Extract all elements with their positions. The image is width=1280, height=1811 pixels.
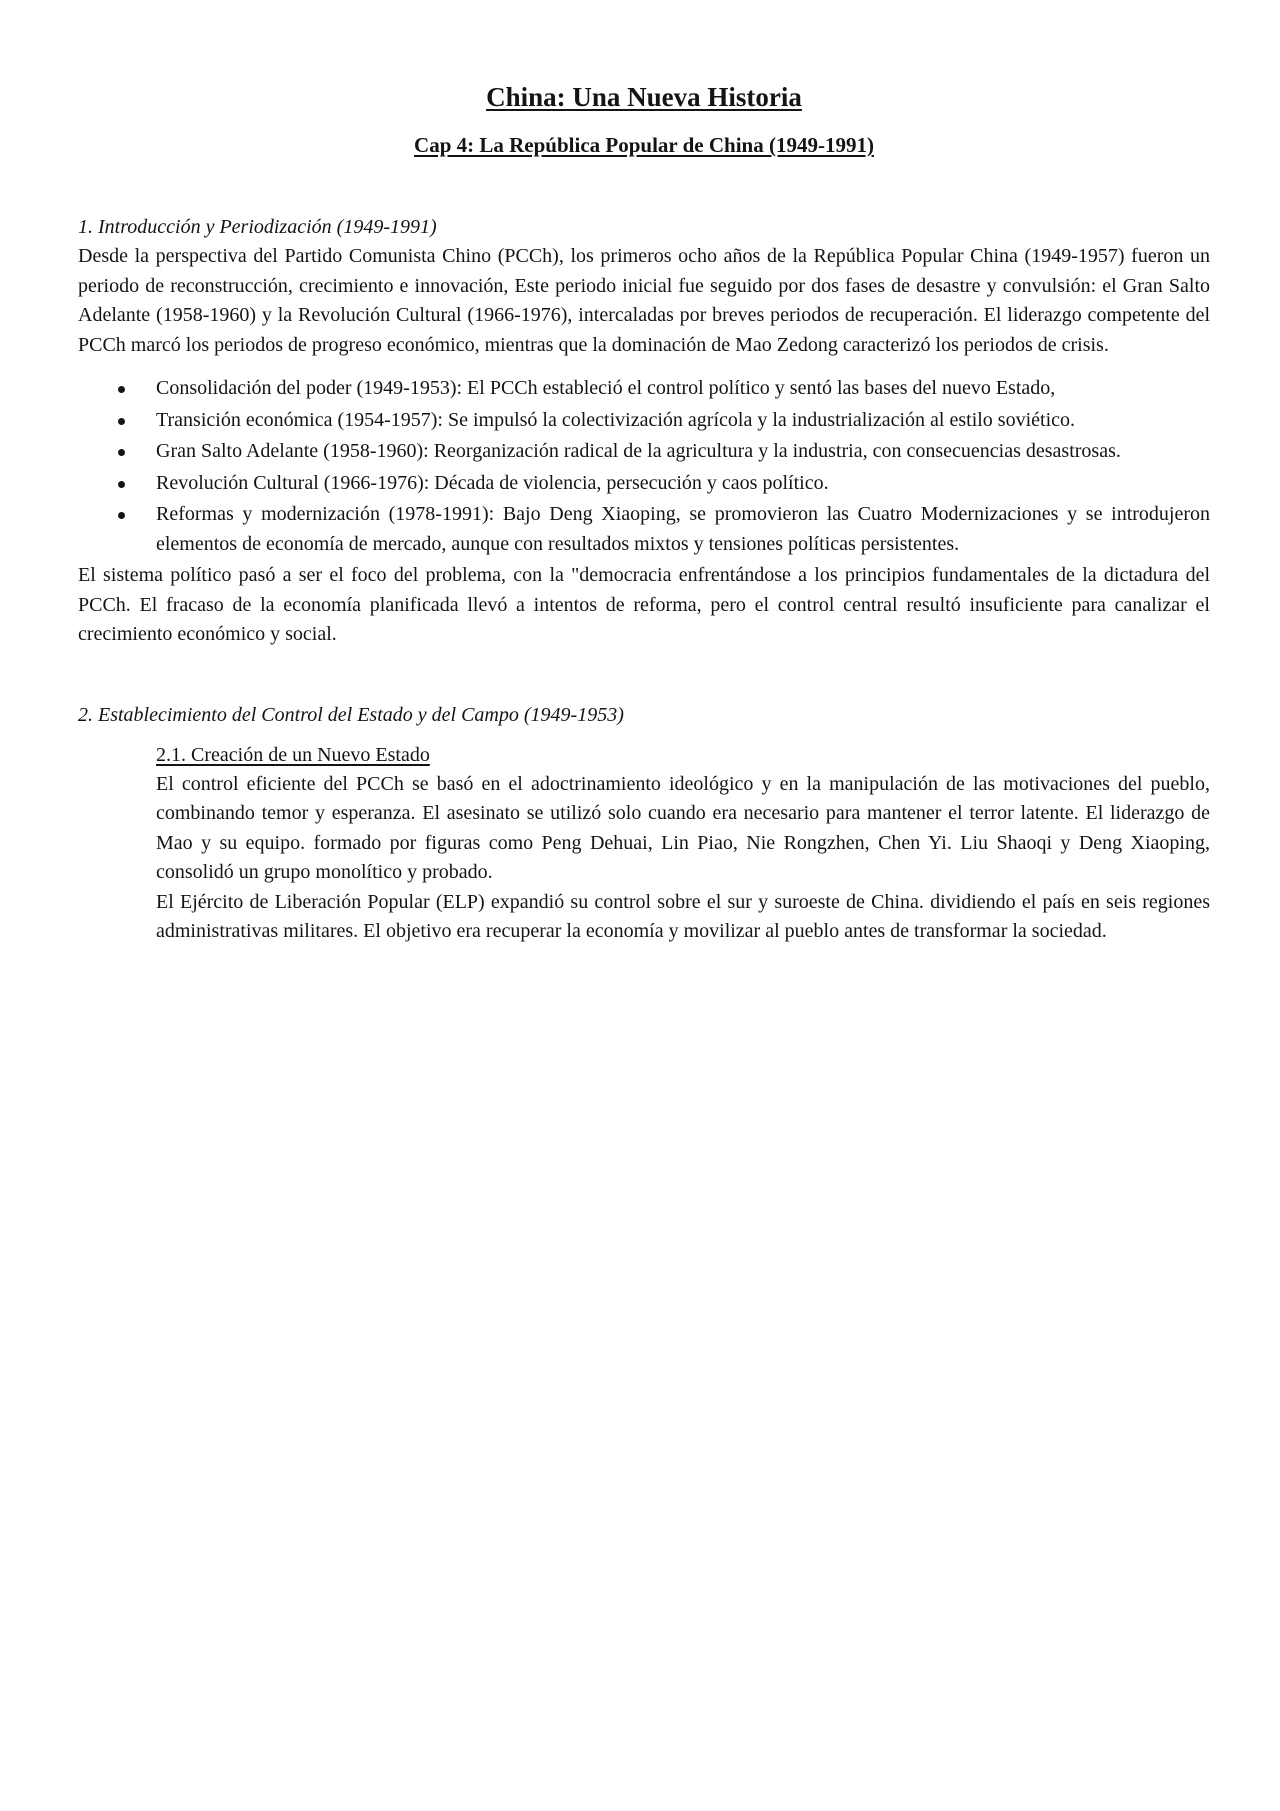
list-item-text: Transición económica (1954-1957): Se impulsó la colectivización agrícola y la industrialización al estilo soviético.: [156, 408, 1076, 431]
bullet-icon: [118, 449, 125, 456]
section-introduccion: [78, 212, 1210, 650]
periodization-list: [78, 374, 1210, 559]
list-item: [156, 374, 1210, 404]
bullet-icon: [118, 418, 125, 425]
list-item-text: Revolución Cultural (1966-1976): Década de violencia, persecución y caos político.: [156, 471, 829, 494]
section-heading: 1. Introducción y Periodización (1949-1991): [78, 216, 437, 238]
list-item-text: Reformas y modernización (1978-1991): Bajo Deng Xiaoping, se promovieron las Cuatro Modernizaciones y se introdujeron elementos de economía de mercado, aunque con resultados mixtos y tensiones políticas persistentes.: [156, 503, 1210, 555]
list-item-text: Consolidación del poder (1949-1953): El PCCh estableció el control político y sentó las bases del nuevo Estado,: [156, 377, 1056, 399]
document-title: China: Una Nueva Historia: [486, 82, 802, 112]
section-establecimiento: [78, 700, 1210, 947]
list-item: [156, 437, 1210, 467]
bullet-icon: [118, 481, 125, 488]
body-paragraph: El Ejército de Liberación Popular (ELP) expandió su control sobre el sur y suroeste de China. dividiendo el país en seis regiones administrativas militares. El objetivo era recuperar la economía y movilizar al pueblo antes de transformar la sociedad.: [156, 890, 1210, 942]
body-paragraph: El control eficiente del PCCh se basó en el adoctrinamiento ideológico y en la manipulación de las motivaciones del pueblo, combinando temor y esperanza. El asesinato se utilizó solo cuando era necesario para mantener el terror latente. El liderazgo de Mao y su equipo. formado por figuras como Peng Dehuai, Lin Piao, Nie Rongzhen, Chen Yi. Liu Shaoqi y Deng Xiaoping, consolidó un grupo monolítico y probado.: [156, 772, 1210, 883]
list-item-text: Gran Salto Adelante (1958-1960): Reorganización radical de la agricultura y la industria, con consecuencias desastrosas.: [156, 440, 1121, 462]
list-item: [156, 406, 1210, 436]
subsection-creacion: [78, 740, 1210, 947]
chapter-subtitle: Cap 4: La República Popular de China (1949-1991): [414, 133, 874, 157]
bullet-icon: [118, 386, 125, 393]
bullet-icon: [118, 512, 125, 519]
section-heading: 2. Establecimiento del Control del Estado y del Campo (1949-1953): [78, 703, 624, 726]
list-item: [156, 469, 1210, 499]
subsection-heading: 2.1. Creación de un Nuevo Estado: [156, 743, 430, 766]
closing-paragraph: El sistema político pasó a ser el foco del problema, con la "democracia enfrentándose a los principios fundamentales de la dictadura del PCCh. El fracaso de la economía planificada llevó a intentos de reforma, pero el control central resultó insuficiente para canalizar el crecimiento económico y social.: [78, 564, 1210, 645]
list-item: [156, 500, 1210, 559]
intro-paragraph: Desde la perspectiva del Partido Comunista Chino (PCCh), los primeros ocho años de la República Popular China (1949-1957) fueron un periodo de reconstrucción, crecimiento e innovación, Este periodo inicial fue seguido por dos fases de desastre y convulsión: el Gran Salto Adelante (1958-1960) y la Revolución Cultural (1966-1976), intercaladas por breves periodos de recuperación. El liderazgo competente del PCCh marcó los periodos de progreso económico, mientras que la dominación de Mao Zedong caracterizó los periodos de crisis.: [78, 245, 1210, 356]
